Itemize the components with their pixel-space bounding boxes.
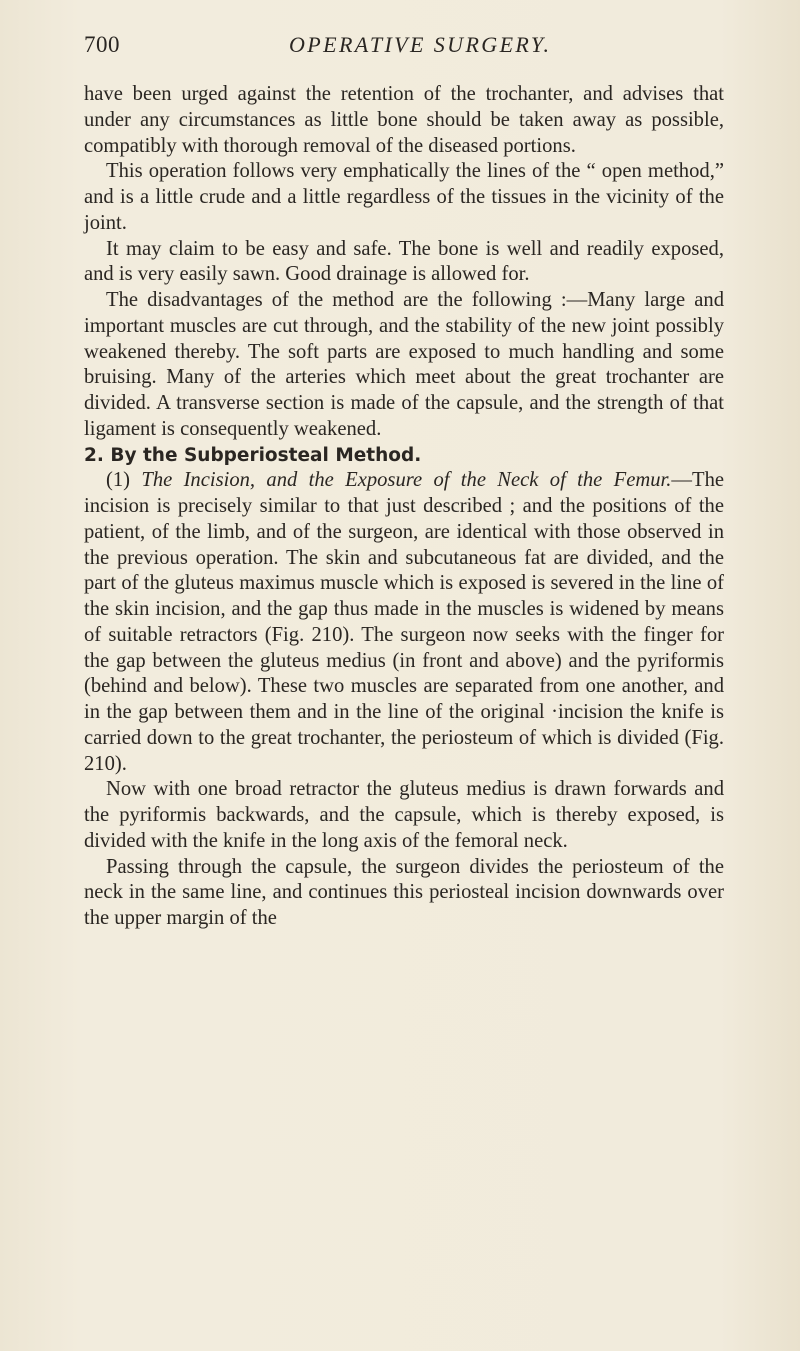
subsection-paragraph xyxy=(84,468,724,777)
subsection-number: (1) xyxy=(106,469,131,492)
paragraph-capsule: Passing through the capsule, the surgeon divides the periosteum of the neck in the same line, and continues this periosteal incision downwards over the upper margin of the xyxy=(84,855,724,929)
body-text xyxy=(84,82,724,932)
running-head: OPERATIVE SURGERY. xyxy=(289,32,552,57)
section-heading: 2. By the Subperiosteal Method. xyxy=(84,444,422,466)
subsection-text: —The incision is precisely similar to that just described ; and the positions of the patient, of the limb, and of the surgeon, are identical with those observed in the previous operation. The skin and subcutaneous fat are divided, and the part of the gluteus maximus muscle which is exposed is severed in the line of the skin incision, and the gap thus made in the muscles is widened by means of suitable retractors (Fig. 210). The surgeon now seeks with the finger for the gap between the gluteus medius (in front and above) and the pyriformis (behind and below). These two muscles are separated from one another, and in the gap between them and in the line of the original ·incision the knife is carried down to the great trochanter, the periosteum of which is divided (Fig. 210). xyxy=(84,469,725,775)
subsection-title: The Incision, and the Exposure of the Neck of the Femur. xyxy=(141,469,672,492)
page-number: 700 xyxy=(84,32,120,57)
paragraph-continued: have been urged against the retention of the trochanter, and advises that under any circumstances as little bone should be taken away as possible, compatibly with thorough removal of the diseased portions. xyxy=(84,83,724,157)
paragraph-advantages: It may claim to be easy and safe. The bone is well and readily exposed, and is very easily sawn. Good drainage is allowed for. xyxy=(84,237,724,286)
paragraph-open-method: This operation follows very emphatically the lines of the “ open method,” and is a little crude and a little regardless of the tissues in the vicinity of the joint. xyxy=(84,160,724,234)
page-header xyxy=(84,32,724,68)
paragraph-disadvantages: The disadvantages of the method are the following :—Many large and important muscles are cut through, and the stability of the new joint possibly weakened thereby. The soft parts are exposed to much handling and some bruising. Many of the arteries which meet about the great trochanter are divided. A transverse section is made of the capsule, and the strength of that ligament is consequently weakened. xyxy=(84,289,724,440)
paragraph-retractor: Now with one broad retractor the gluteus medius is drawn forwards and the pyriformis backwards, and the capsule, which is thereby exposed, is divided with the knife in the long axis of the femoral neck. xyxy=(84,778,724,852)
